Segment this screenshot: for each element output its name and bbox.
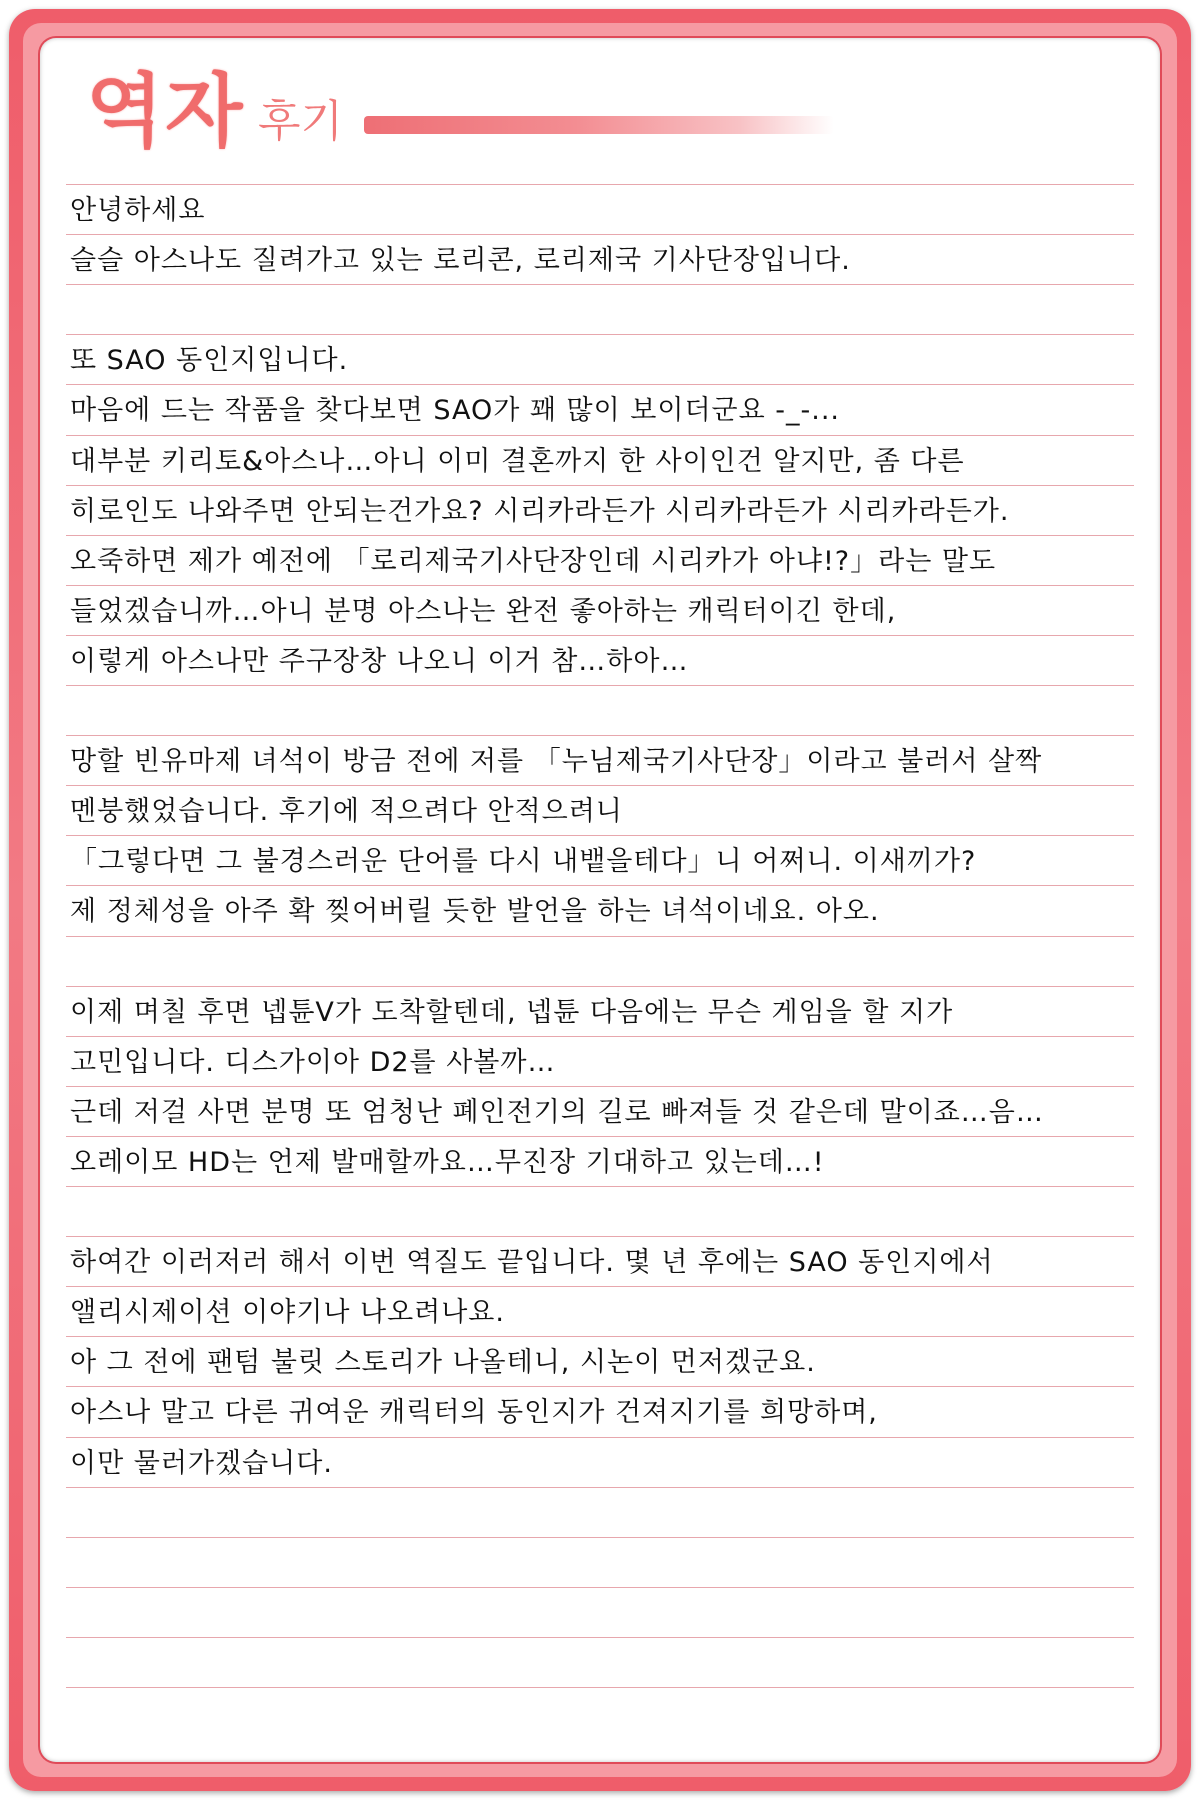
ruled-line bbox=[66, 885, 1134, 886]
ruled-line bbox=[66, 635, 1134, 636]
ruled-line bbox=[66, 485, 1134, 486]
ruled-line bbox=[66, 735, 1134, 736]
ruled-line bbox=[66, 284, 1134, 285]
ruled-line bbox=[66, 234, 1134, 235]
page-subtitle: 후기 bbox=[258, 96, 344, 147]
ruled-line bbox=[66, 1186, 1134, 1187]
ruled-line bbox=[66, 685, 1134, 686]
text-line: 하여간 이러저러 해서 이번 역질도 끝입니다. 몇 년 후에는 SAO 동인지에서 bbox=[70, 1247, 994, 1278]
text-line: 제 정체성을 아주 확 찢어버릴 듯한 발언을 하는 녀석이네요. 아오. bbox=[70, 896, 880, 927]
text-line: 아스나 말고 다른 귀여운 캐릭터의 동인지가 건져지기를 희망하며, bbox=[70, 1397, 878, 1428]
ruled-line bbox=[66, 1236, 1134, 1237]
text-line: 아 그 전에 팬텀 불릿 스토리가 나올테니, 시논이 먼저겠군요. bbox=[70, 1347, 816, 1378]
text-line: 또 SAO 동인지입니다. bbox=[70, 345, 349, 376]
text-line: 이렇게 아스나만 주구장창 나오니 이거 참…하아… bbox=[70, 646, 689, 677]
ruled-line bbox=[66, 384, 1134, 385]
ruled-line bbox=[66, 1386, 1134, 1387]
ruled-line bbox=[66, 1136, 1134, 1137]
ruled-line bbox=[66, 1487, 1134, 1488]
ruled-line bbox=[66, 585, 1134, 586]
text-line: 마음에 드는 작품을 찾다보면 SAO가 꽤 많이 보이더군요 -_-... bbox=[70, 395, 841, 426]
text-line: 이만 물러가겠습니다. bbox=[70, 1448, 333, 1479]
text-line: 이제 며칠 후면 넵튠V가 도착할텐데, 넵튠 다음에는 무슨 게임을 할 지가 bbox=[70, 997, 954, 1028]
ruled-line bbox=[66, 334, 1134, 335]
page-title: 역자 bbox=[86, 65, 245, 158]
text-line: 안녕하세요 bbox=[70, 195, 206, 226]
text-line: 앨리시제이션 이야기나 나오려나요. bbox=[70, 1297, 505, 1328]
ruled-line bbox=[66, 435, 1134, 436]
ruled-line bbox=[66, 1637, 1134, 1638]
ruled-line bbox=[66, 936, 1134, 937]
ruled-line bbox=[66, 986, 1134, 987]
ruled-line bbox=[66, 785, 1134, 786]
ruled-line bbox=[66, 835, 1134, 836]
text-line: 오죽하면 제가 예전에 「로리제국기사단장인데 시리카가 아냐!?」라는 말도 bbox=[70, 546, 997, 577]
title-underline-bar bbox=[364, 116, 834, 134]
text-line: 고민입니다. 디스가이아 D2를 사볼까… bbox=[70, 1047, 556, 1078]
ruled-line bbox=[66, 535, 1134, 536]
text-line: 슬슬 아스나도 질려가고 있는 로리콘, 로리제국 기사단장입니다. bbox=[70, 245, 851, 276]
ruled-line bbox=[66, 1437, 1134, 1438]
text-line: 멘붕했었습니다. 후기에 적으려다 안적으려니 bbox=[70, 796, 623, 827]
text-line: 히로인도 나와주면 안되는건가요? 시리카라든가 시리카라든가 시리카라든가. bbox=[70, 496, 1010, 527]
header bbox=[86, 62, 866, 162]
ruled-line bbox=[66, 1036, 1134, 1037]
ruled-line bbox=[66, 1587, 1134, 1588]
text-line: 대부분 키리토&아스나…아니 이미 결혼까지 한 사이인건 알지만, 좀 다른 bbox=[70, 446, 965, 477]
text-line: 망할 빈유마제 녀석이 방금 전에 저를 「누님제국기사단장」이라고 불러서 살짝 bbox=[70, 746, 1043, 777]
text-line: 오레이모 HD는 언제 발매할까요…무진장 기대하고 있는데…! bbox=[70, 1147, 825, 1178]
text-line: 근데 저걸 사면 분명 또 엄청난 폐인전기의 길로 빠져들 것 같은데 말이죠…음… bbox=[70, 1097, 1044, 1128]
ruled-line bbox=[66, 1537, 1134, 1538]
ruled-line bbox=[66, 184, 1134, 185]
ruled-line bbox=[66, 1336, 1134, 1337]
text-line: 「그렇다면 그 불경스러운 단어를 다시 내뱉을테다」니 어쩌니. 이새끼가? bbox=[70, 846, 977, 877]
ruled-line bbox=[66, 1687, 1134, 1688]
ruled-line bbox=[66, 1286, 1134, 1287]
text-line: 들었겠습니까…아니 분명 아스나는 완전 좋아하는 캐릭터이긴 한데, bbox=[70, 596, 897, 627]
ruled-line bbox=[66, 1086, 1134, 1087]
